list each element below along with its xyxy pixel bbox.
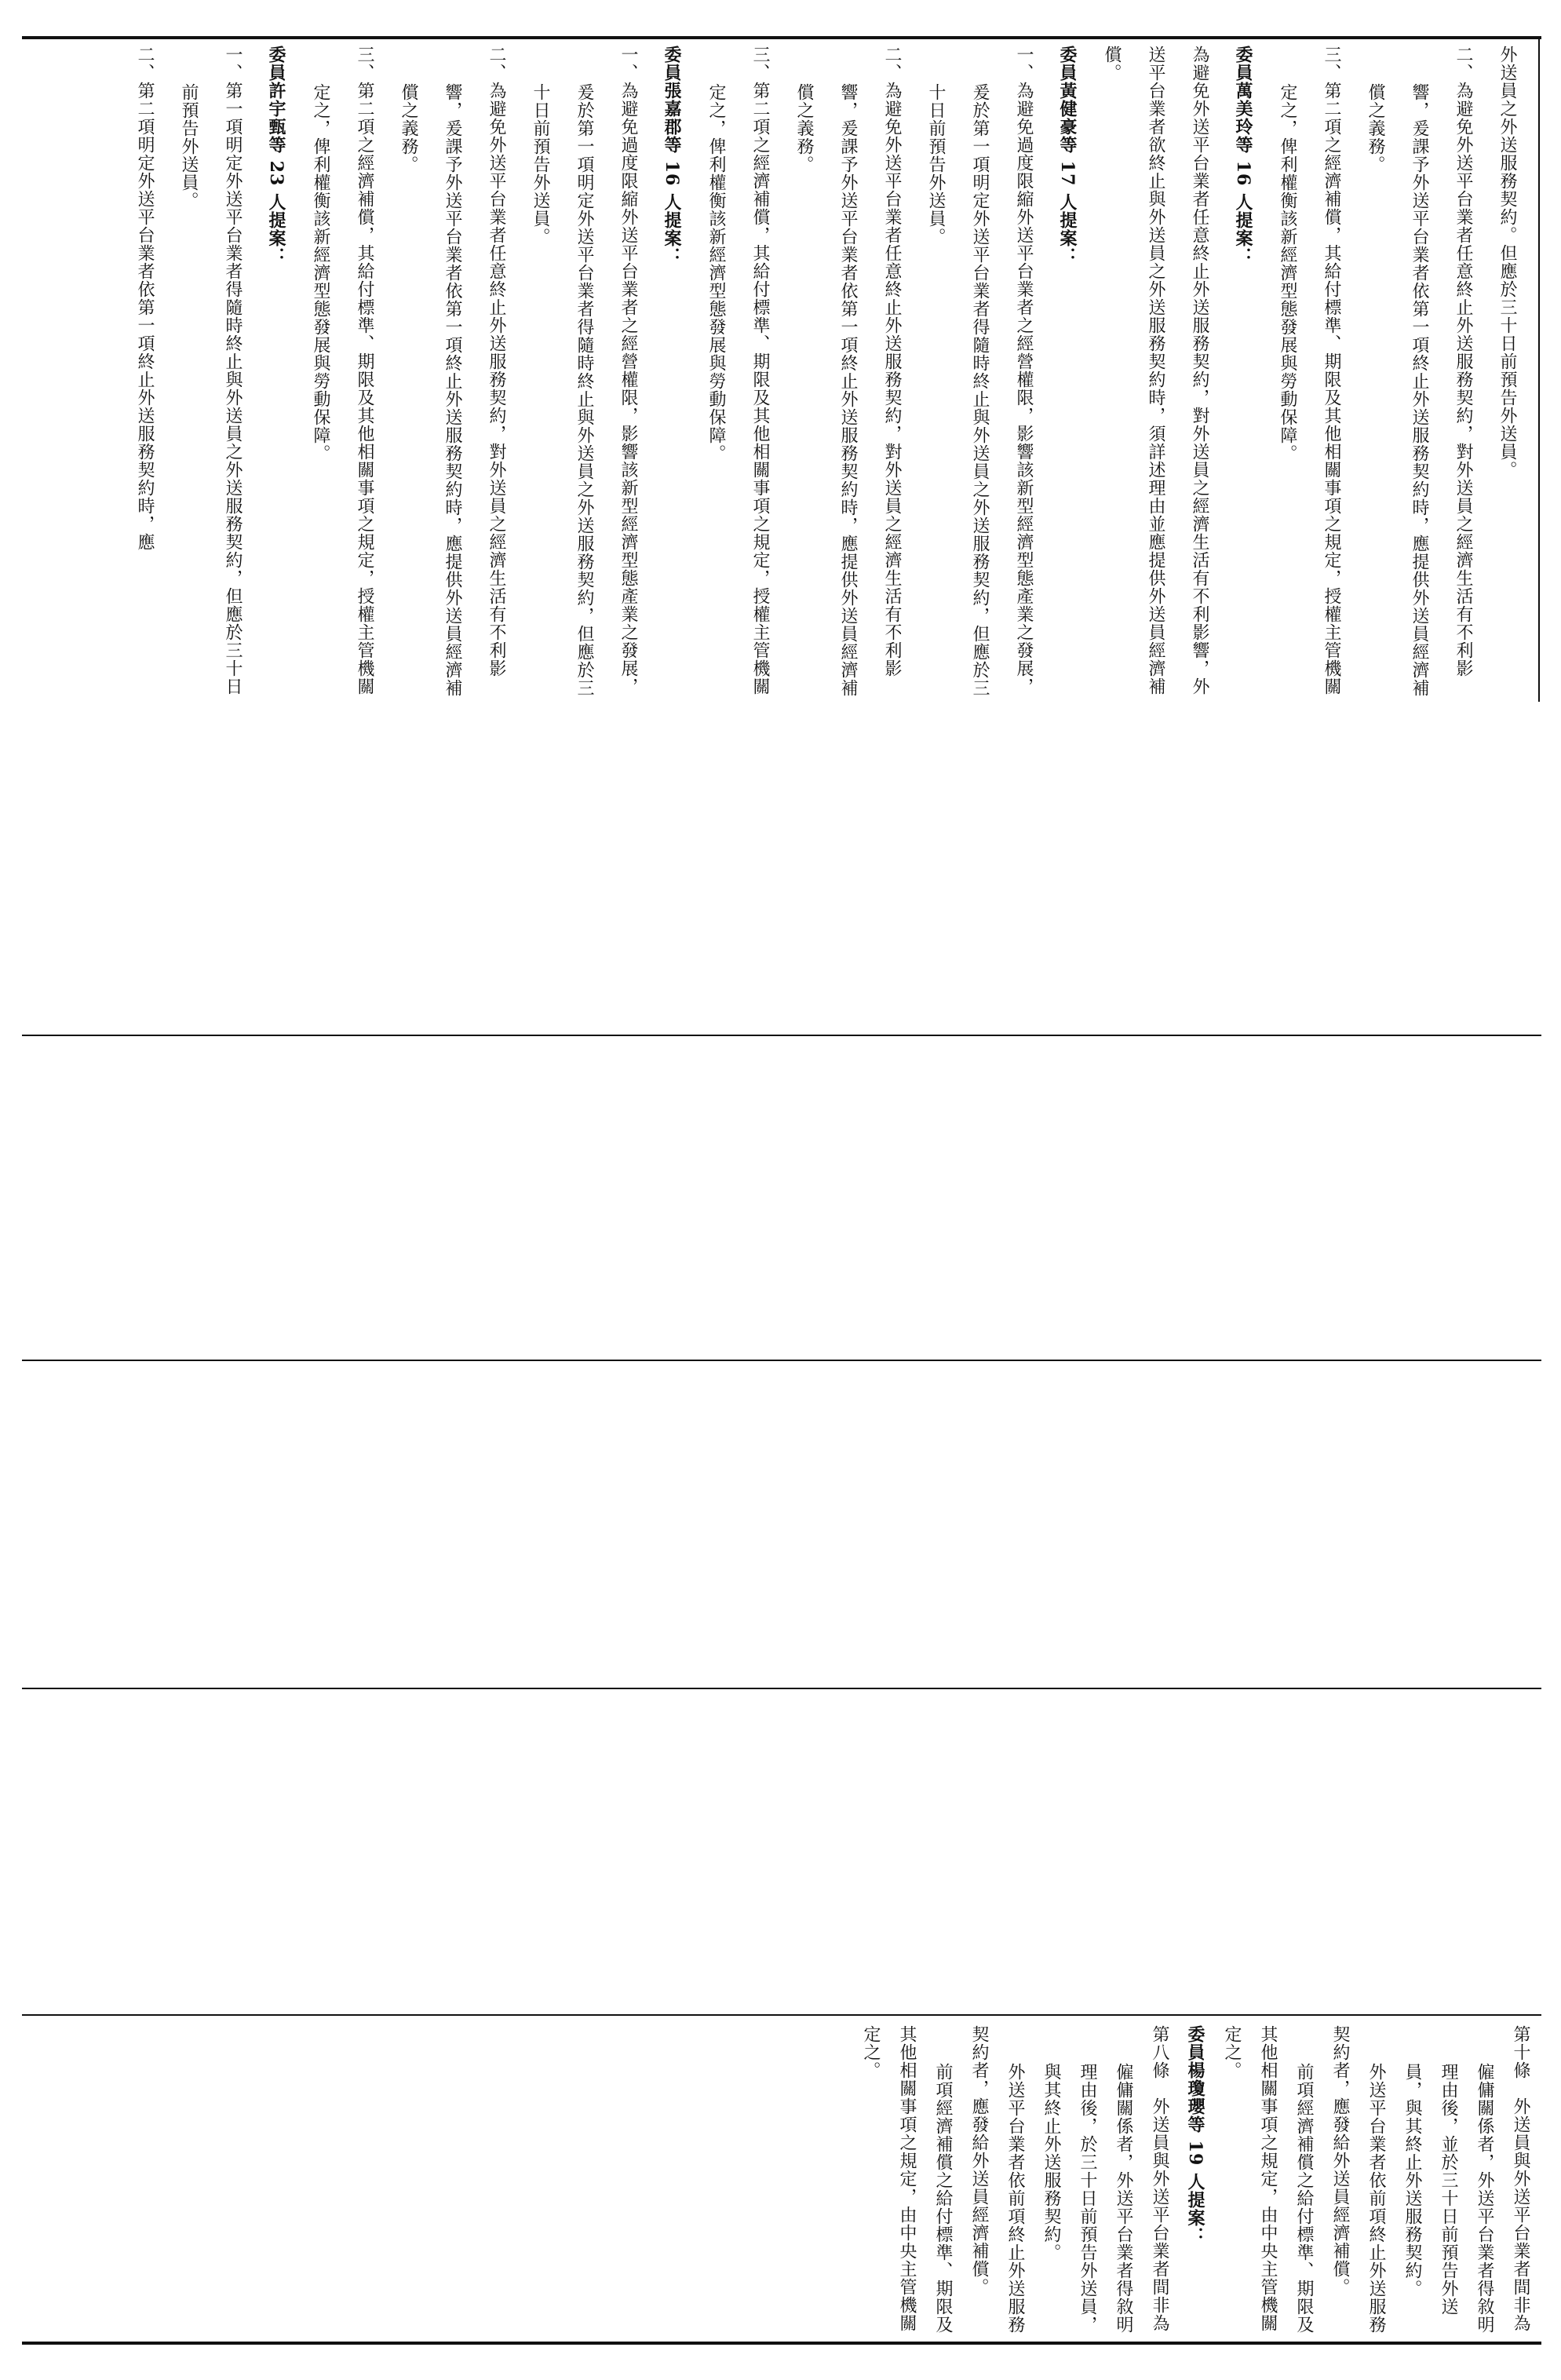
rule-4 — [22, 2014, 1541, 2016]
top-border — [22, 36, 1541, 39]
paragraph: 一、為避免過度限縮外送平台業者之經營權限，影響該新型經濟型態產業之發展，爰於第一項明定外送平台業者得隨時終止與外送員之外送服務契約，但應於三十日前預告外送員。 — [926, 46, 1034, 697]
proposal-heading: 委員許宇甄等 23 人提案： — [266, 46, 286, 265]
paragraph: 為避免外送平台業者任意終止外送服務契約，對外送員之經濟生活有不利影響，外送平台業者欲終止與外送員之外送服務契約時，須詳述理由並應提供外送員經濟補償。 — [1102, 46, 1209, 695]
paragraph: 前項經濟補償之給付標準、期限及其他相關事項之規定，由中央主管機關定之。 — [861, 2025, 953, 2334]
paragraph: 第八條 外送員與外送平台業者間非為僱傭關係者，外送平台業者得敘明理由後，於三十日前預告外送員，與其終止外送服務契約。 — [1041, 2025, 1169, 2334]
rule-2 — [22, 1360, 1541, 1361]
paragraph: 第十條 外送員與外送平台業者間非為僱傭關係者，外送平台業者得敘明理由後，並於三十日前預告外送員，與其終止外送服務契約。 — [1402, 2025, 1530, 2334]
paragraph: 三、第二項之經濟補償，其給付標準、期限及其他相關事項之規定，授權主管機關定之，俾利權衡該新經濟型態發展與勞動保障。 — [311, 46, 374, 695]
proposal-heading: 委員萬美玲等 16 人提案： — [1233, 46, 1253, 265]
top-explanation-text — [28, 46, 1529, 697]
rule-1 — [22, 1035, 1541, 1036]
top-right-divider — [1538, 36, 1540, 702]
paragraph: 三、第二項之經濟補償，其給付標準、期限及其他相關事項之規定，授權主管機關定之，俾利權衡該新經濟型態發展與勞動保障。 — [1278, 46, 1341, 695]
paragraph: 外送平台業者依前項終止外送服務契約者，應發給外送員經濟補償。 — [1330, 2025, 1386, 2334]
paragraph: 一、為避免過度限縮外送平台業者之經營權限，影響該新型經濟型態產業之發展，爰於第一項明定外送平台業者得隨時終止與外送員之外送服務契約，但應於三十日前預告外送員。 — [531, 46, 638, 697]
paragraph: 外送員之外送服務契約。但應於三十日前預告外送員。 — [1497, 46, 1517, 479]
paragraph: 一、第一項明定外送平台業者得隨時終止與外送員之外送服務契約，但應於三十日前預告外送員。 — [179, 46, 243, 695]
proposal-heading: 委員黃健豪等 17 人提案： — [1057, 46, 1078, 265]
proposal-heading: 委員楊瓊瓔等 19 人提案： — [1185, 2025, 1205, 2245]
paragraph: 二、為避免外送平台業者任意終止外送服務契約，對外送員之經濟生活有不利影響，爰課予外送平台業者依第一項終止外送服務契約時，應提供外送員經濟補償之義務。 — [399, 46, 506, 697]
paragraph: 前項經濟補償之給付標準、期限及其他相關事項之規定，由中央主管機關定之。 — [1222, 2025, 1314, 2334]
paragraph: 二、第二項明定外送平台業者依第一項終止外送服務契約時，應 — [135, 46, 155, 551]
proposal-heading: 委員張嘉郡等 16 人提案： — [662, 46, 682, 265]
paragraph: 三、第二項之經濟補償，其給付標準、期限及其他相關事項之規定，授權主管機關定之，俾利權衡該新經濟型態發展與勞動保障。 — [706, 46, 770, 695]
paragraph: 外送平台業者依前項終止外送服務契約者，應發給外送員經濟補償。 — [969, 2025, 1025, 2334]
bottom-article-text — [861, 2025, 1538, 2336]
paragraph: 二、為避免外送平台業者任意終止外送服務契約，對外送員之經濟生活有不利影響，爰課予外送平台業者依第一項終止外送服務契約時，應提供外送員經濟補償之義務。 — [794, 46, 902, 697]
bottom-border — [22, 2342, 1541, 2345]
paragraph: 二、為避免外送平台業者任意終止外送服務契約，對外送員之經濟生活有不利影響，爰課予外送平台業者依第一項終止外送服務契約時，應提供外送員經濟補償之義務。 — [1366, 46, 1473, 697]
rule-3 — [22, 1688, 1541, 1689]
